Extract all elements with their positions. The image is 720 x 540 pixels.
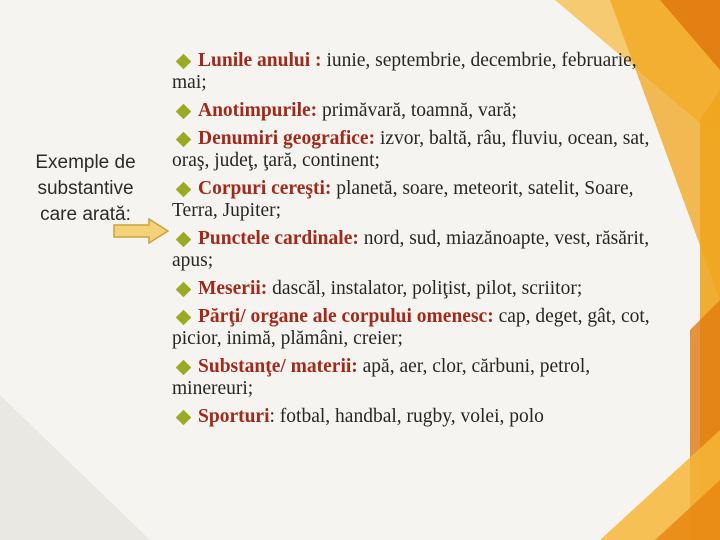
diamond-bullet-icon [176,309,192,325]
item-term: Punctele cardinale: [198,228,359,249]
item-text: cap, deget, gât, cot, picior, inimă, plămâni, creier; [172,306,650,349]
item-term: Părţi/ organe ale corpului omenesc: [198,306,494,327]
diamond-bullet-icon [176,131,192,147]
item-term: Sporturi [198,406,270,427]
item-text: nord, sud, miazănoapte, vest, răsărit, apus; [172,228,650,271]
item-text: izvor, baltă, râu, fluviu, ocean, sat, oraş, judeţ, ţară, continent; [172,128,650,171]
diamond-bullet-icon [176,281,192,297]
item-term: Anotimpurile: [198,100,318,121]
arrow-right-icon [113,218,169,244]
item-term: Substanţe/ materii: [198,356,358,377]
item-term: Meserii: [198,278,268,299]
diamond-bullet-icon [176,409,192,425]
item-text: planetă, soare, meteorit, satelit, Soare, Terra, Jupiter; [172,178,634,221]
list-item [172,128,672,172]
list-item [172,406,672,428]
list-item [172,356,672,400]
left-label: Exemple de substantive care arată: [35,152,136,225]
item-term: Corpuri cereşti: [198,178,332,199]
item-text: : fotbal, handbal, rugby, volei, polo [269,406,544,427]
example-list [172,50,672,434]
item-text: iunie, septembrie, decembrie, februarie, mai; [172,50,637,93]
item-term: Lunile anului : [198,50,322,71]
list-item [172,178,672,222]
item-term: Denumiri geografice: [198,128,376,149]
item-text: primăvară, toamnă, vară; [317,100,517,121]
diamond-bullet-icon [176,231,192,247]
item-text: apă, aer, clor, cărbuni, petrol, minereuri; [172,356,591,399]
diamond-bullet-icon [176,103,192,119]
diamond-bullet-icon [176,181,192,197]
item-text: dascăl, instalator, poliţist, pilot, scriitor; [267,278,583,299]
diamond-bullet-icon [176,53,192,69]
list-item [172,100,672,122]
list-item [172,50,672,94]
list-item [172,228,672,272]
diamond-bullet-icon [176,359,192,375]
list-item [172,278,672,300]
list-item [172,306,672,350]
